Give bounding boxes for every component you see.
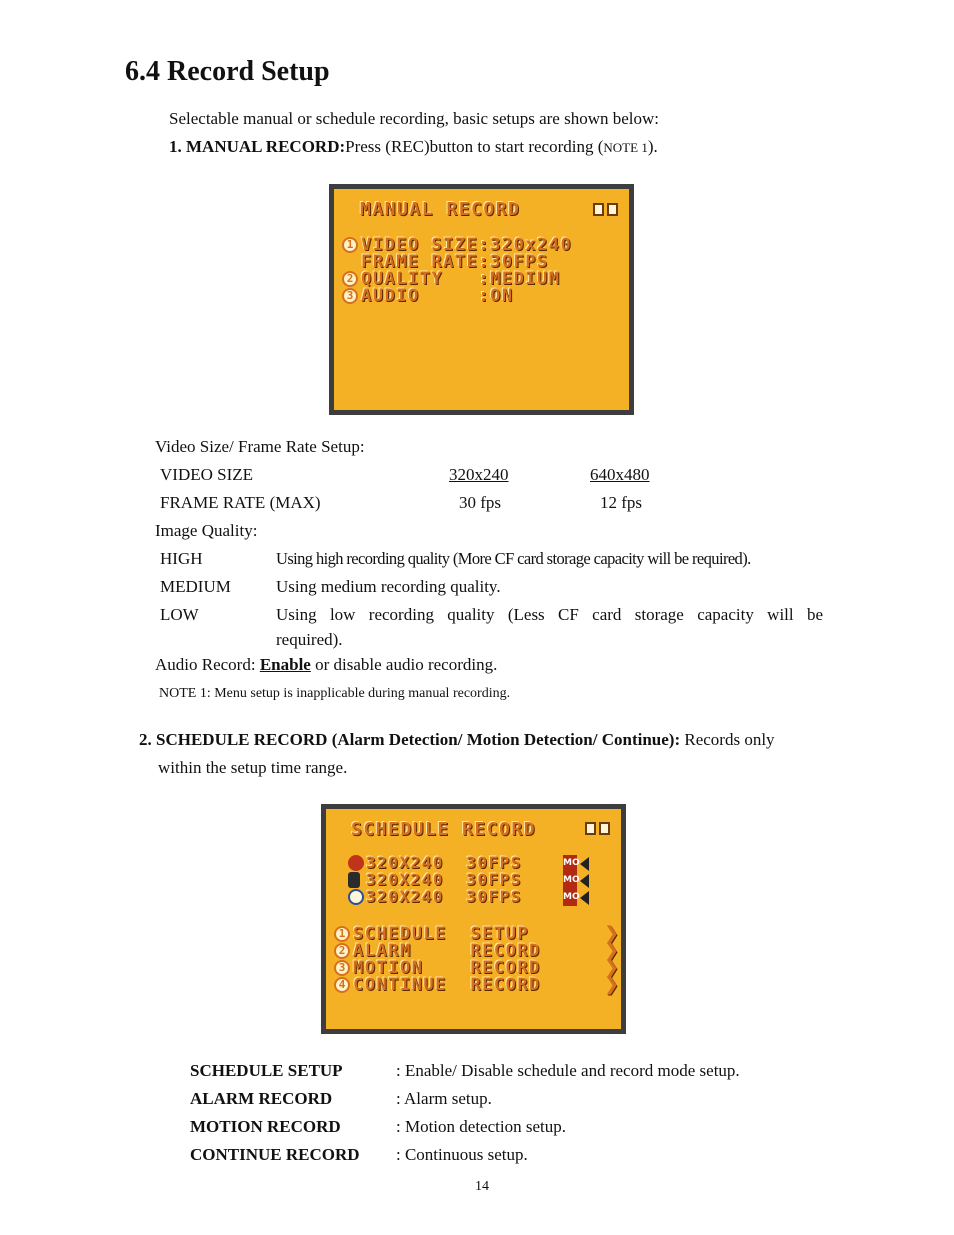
manual-record-label: 1. MANUAL RECORD:	[169, 137, 346, 156]
quality-medium-label: MEDIUM	[160, 577, 231, 596]
window-icon	[599, 822, 610, 835]
status-row-continue: 320X240 30FPS	[366, 887, 522, 906]
osd2-menu-alarm-record[interactable]: 2 ALARM RECORD	[334, 941, 541, 961]
osd1-row-frame-rate: FRAME RATE:30FPS	[361, 252, 549, 272]
video-setup-caption: Video Size/ Frame Rate Setup:	[155, 437, 365, 456]
def-term-schedule-setup: SCHEDULE SETUP	[190, 1061, 343, 1080]
schedule-record-label: 2. SCHEDULE RECORD (Alarm Detection/ Motion Detection/ Continue):	[139, 730, 681, 749]
window-icon	[593, 203, 604, 216]
quality-low-text-cont: required).	[276, 630, 343, 649]
motion-badge: MO	[563, 855, 577, 872]
manual-record-text: Press (REC)button to start recording (	[345, 137, 604, 156]
enable-text: Enable	[259, 655, 311, 674]
note-1: NOTE 1: Menu setup is inapplicable during manual recording.	[159, 686, 511, 701]
schedule-record-line: 2. SCHEDULE RECORD (Alarm Detection/ Motion Detection/ Continue): Records only	[139, 730, 775, 749]
motion-badge: MO	[563, 872, 577, 889]
manual-record-screen	[329, 184, 634, 415]
quality-medium-text: Using medium recording quality.	[276, 577, 501, 596]
def-term-continue-record: CONTINUE RECORD	[190, 1145, 360, 1164]
window-icon	[585, 822, 596, 835]
chevron-right-icon: ❯	[604, 957, 620, 978]
def-desc-continue-record: : Continuous setup.	[396, 1145, 528, 1164]
motion-icon	[348, 872, 360, 888]
status-row-alarm: 320X240 30FPS	[366, 853, 522, 872]
quality-low-text: Using low recording quality (Less CF card storage capacity will be	[276, 605, 823, 624]
audio-record-line: Audio Record: Enable or disable audio recording.	[155, 655, 498, 674]
chevron-right-icon: ❯	[604, 940, 620, 961]
speaker-icon	[580, 857, 589, 871]
alarm-icon	[348, 855, 364, 871]
speaker-icon	[580, 891, 589, 905]
osd2-menu-continue-record[interactable]: 4 CONTINUE RECORD	[334, 975, 541, 995]
def-desc-schedule-setup: : Enable/ Disable schedule and record mode setup.	[396, 1061, 740, 1080]
frame-rate-12: 12 fps	[600, 493, 643, 512]
osd1-row-audio: 3 AUDIO :ON	[342, 286, 514, 306]
osd2-menu-motion-record[interactable]: 3 MOTION RECORD	[334, 958, 541, 978]
chevron-right-icon: ❯	[604, 974, 620, 995]
quality-high-label: HIGH	[160, 549, 203, 568]
def-desc-motion-record: : Motion detection setup.	[396, 1117, 566, 1136]
osd2-menu-schedule-setup[interactable]: 1 SCHEDULE SETUP	[334, 924, 529, 944]
status-row-motion: 320X240 30FPS	[366, 870, 522, 889]
quality-high-text: Using high recording quality (More CF card storage capacity will be required).	[276, 549, 751, 568]
note-ref: NOTE 1	[603, 140, 648, 155]
quality-low-label: LOW	[160, 605, 199, 624]
speaker-icon	[580, 874, 589, 888]
frame-rate-30: 30 fps	[459, 493, 502, 512]
manual-record-line	[169, 136, 658, 159]
osd1-row-quality: 2 QUALITY :MEDIUM	[342, 269, 561, 289]
motion-badge: MO	[563, 889, 577, 906]
def-desc-alarm-record: : Alarm setup.	[396, 1089, 492, 1108]
page-number: 14	[475, 1179, 489, 1194]
chevron-right-icon: ❯	[604, 923, 620, 944]
schedule-record-line2: within the setup time range.	[158, 758, 348, 777]
page-title: 6.4 Record Setup	[125, 56, 330, 87]
video-size-640: 640x480	[590, 465, 650, 484]
intro-text: Selectable manual or schedule recording, basic setups are shown below:	[169, 109, 660, 128]
frame-rate-label: FRAME RATE (MAX)	[160, 493, 321, 512]
def-term-motion-record: MOTION RECORD	[190, 1117, 341, 1136]
clock-icon	[348, 889, 364, 905]
def-term-alarm-record: ALARM RECORD	[190, 1089, 333, 1108]
osd1-title: MANUAL RECORD	[360, 199, 521, 220]
image-quality-caption: Image Quality:	[155, 521, 258, 540]
manual-close: ).	[647, 137, 658, 156]
video-size-label: VIDEO SIZE	[160, 465, 254, 484]
osd2-title: SCHEDULE RECORD	[351, 819, 537, 840]
schedule-record-screen	[321, 804, 626, 1034]
osd1-row-video-size: 1 VIDEO SIZE:320x240	[342, 235, 572, 255]
window-icon	[607, 203, 618, 216]
video-size-320: 320x240	[449, 465, 509, 484]
